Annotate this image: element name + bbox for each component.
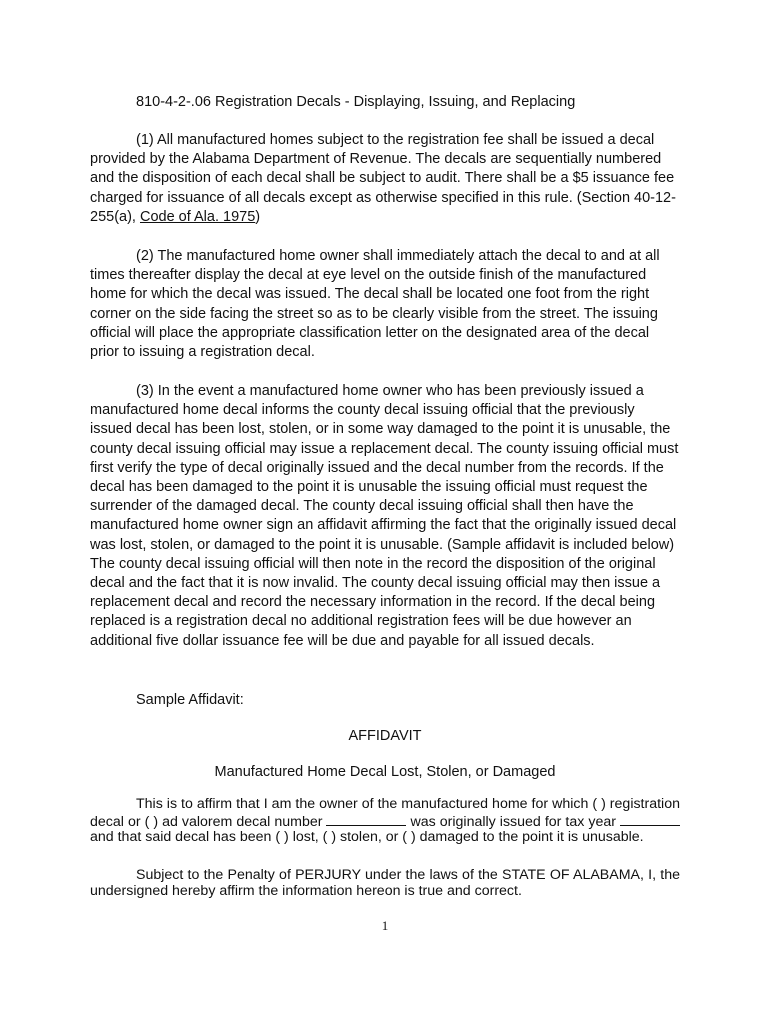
paragraph-1-close: )	[255, 208, 261, 225]
affidavit-body-part-2: was originally issued for tax year	[406, 813, 620, 830]
paragraph-3: (3) In the event a manufactured home owner who has been previously issued a manufactured home decal informs the county decal issuing official that the previously issued decal has been lost, stolen, or in some way damaged to the point it is unusable, the county decal issuing official may issue a replacement decal. The county issuing official must first verify the type of decal originally issued and the decal number from the records. If the decal has been damaged to the point it is unusable the issuing official must request the surrender of the damaged decal. The county decal issuing official shall then have the manufactured home owner sign an affidavit affirming the fact that the originally issued decal was lost, stolen, or damaged to the point it is unusable. (Sample affidavit is included below) The county decal issuing official will then note in the record the disposition of the original decal and the fact that it is now invalid. The county decal issuing official may then issue a replacement decal and record the necessary information in the record. If the decal being replaced is a registration decal no additional registration fees will be due however an additional five dollar issuance fee will be due and payable for all issued decals.	[90, 383, 679, 649]
page-number: 1	[381, 918, 389, 933]
code-citation-link: Code of Ala. 1975	[139, 208, 256, 225]
affidavit-body-part-3: and that said decal has been ( ) lost, ( ) stolen, or ( ) damaged to the point it is unusable.	[90, 829, 644, 846]
tax-year-blank	[620, 813, 680, 826]
paragraph-1-text: (1) All manufactured homes subject to the registration fee shall be issued a decal provided by the Alabama Department of Revenue. The decals are sequentially numbered and the disposition of each decal shall be subject to audit. There shall be a $5 issuance fee charged for issuance of all decals except as otherwise specified in this rule. (Section 40-12-255(a),	[90, 132, 676, 225]
affidavit-perjury-statement: Subject to the Penalty of PERJURY under the laws of the STATE OF ALABAMA, I, the undersigned hereby affirm the information hereon is true and correct.	[90, 867, 680, 899]
sample-affidavit-label: Sample Affidavit:	[136, 692, 244, 708]
decal-number-blank	[326, 813, 406, 826]
rule-heading: 810-4-2-.06 Registration Decals - Displaying, Issuing, and Replacing	[136, 94, 576, 110]
paragraph-1	[90, 131, 680, 227]
affidavit-subtitle: Manufactured Home Decal Lost, Stolen, or Damaged	[214, 764, 556, 780]
paragraph-2: (2) The manufactured home owner shall immediately attach the decal to and at all times thereafter display the decal at eye level on the outside finish of the manufactured home for which the decal was issued. The decal shall be located one foot from the right corner on the side facing the street so as to be clearly visible from the street. The issuing official will place the appropriate classification letter on the designated area of the decal prior to issuing a registration decal.	[90, 248, 660, 361]
affidavit-body	[90, 797, 680, 846]
affidavit-body-part-1: This is to affirm that I am the owner of the manufactured home for which ( ) registration decal or ( ) ad valorem decal number	[90, 796, 680, 830]
affidavit-title: AFFIDAVIT	[348, 728, 422, 744]
